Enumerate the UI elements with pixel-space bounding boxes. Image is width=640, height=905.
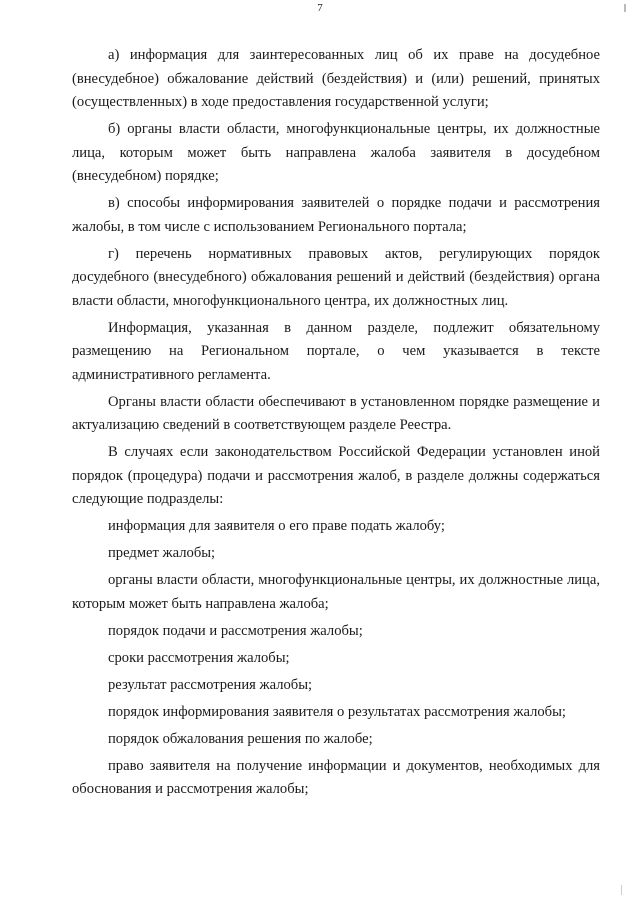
subsection-right-to-information: право заявителя на получение информации и документов, необходимых для обоснования и рассмотрения жалобы; [72, 757, 600, 797]
subsection-appeal-procedure: порядок обжалования решения по жалобе; [108, 730, 373, 747]
scan-edge-mark-bottom [621, 885, 622, 895]
paragraph-special-procedure: В случаях если законодательством Российской Федерации установлен иной порядок (процедура) подачи и рассмотрения жалоб, в разделе должны содержаться следующие подразделы: [72, 444, 600, 507]
paragraph-registry-update: Органы власти области обеспечивают в установленном порядке размещение и актуализацию сведений в соответствующем разделе Реестра. [72, 393, 600, 433]
subsection-notification-procedure: порядок информирования заявителя о результатах рассмотрения жалобы; [108, 703, 566, 720]
paragraph-item-a: а) информация для заинтересованных лиц об их праве на досудебное (внесудебное) обжалование действий (бездействия) и (или) решений, принятых (осуществленных) в ходе предоставления государственной услуги; [72, 47, 600, 110]
paragraph-item-v: в) способы информирования заявителей о порядке подачи и рассмотрения жалобы, в том числе с использованием Регионального портала; [72, 195, 600, 235]
subsection-submission-procedure: порядок подачи и рассмотрения жалобы; [108, 622, 363, 639]
subsection-review-deadlines: сроки рассмотрения жалобы; [108, 649, 290, 666]
document-body [72, 44, 600, 805]
subsection-complaint-subject: предмет жалобы; [108, 545, 216, 561]
subsection-review-result: результат рассмотрения жалобы; [108, 676, 313, 693]
paragraph-item-b: б) органы власти области, многофункциональные центры, их должностные лица, которым может быть направлена жалоба заявителя в досудебном (внесудебном) порядке; [72, 121, 600, 184]
paragraph-regional-portal-info: Информация, указанная в данном разделе, подлежит обязательному размещению на Региональном портале, о чем указывается в тексте административного регламента. [72, 319, 600, 383]
page-number: 7 [317, 2, 323, 14]
subsection-authorities: органы власти области, многофункциональные центры, их должностные лица, которым может быть направлена жалоба; [72, 572, 600, 612]
subsection-right-to-complain: информация для заявителя о его праве подать жалобу; [108, 518, 445, 534]
paragraph-item-g: г) перечень нормативных правовых актов, регулирующих порядок досудебного (внесудебного) обжалования решений и действий (бездействия) органа власти области, многофункционального центра, их должностных лиц. [72, 245, 600, 309]
